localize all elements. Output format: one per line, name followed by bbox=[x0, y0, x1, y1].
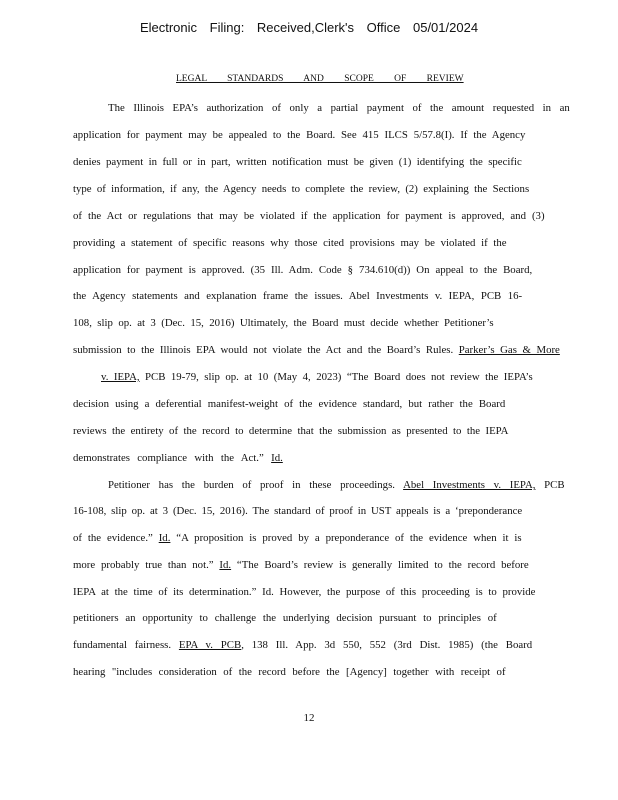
text-segment: PCB 19-79, slip op. at 10 (May 4, 2023) “The Board does not review the IEPA’s bbox=[139, 371, 533, 383]
text-line bbox=[73, 638, 532, 652]
text-line bbox=[73, 424, 508, 438]
text-segment: application for payment is approved. (35 Ill. Adm. Code § 734.610(d)) On appeal to the Board, bbox=[73, 264, 533, 276]
text-line bbox=[73, 397, 505, 411]
text-segment: of the evidence.” bbox=[73, 532, 159, 544]
text-segment: petitioners an opportunity to challenge the underlying decision pursuant to principles of bbox=[73, 612, 497, 624]
text-segment: “The Board’s review is generally limited to the record before bbox=[231, 559, 529, 571]
text-line bbox=[73, 155, 522, 169]
text-segment: 108, slip op. at 3 (Dec. 15, 2016) Ultimately, the Board must decide whether Petitioner’s bbox=[73, 317, 494, 329]
electronic-filing-header: Electronic Filing: Received,Clerk's Office 05/01/2024 bbox=[139, 20, 479, 35]
text-line bbox=[73, 611, 497, 625]
text-segment: , 138 Ill. App. 3d 550, 552 (3rd Dist. 1985) (the Board bbox=[241, 639, 533, 651]
text-line bbox=[73, 128, 525, 142]
text-line bbox=[73, 182, 529, 196]
text-segment: demonstrates compliance with the Act.” bbox=[73, 452, 272, 464]
text-line bbox=[73, 209, 545, 223]
text-segment: fundamental fairness. bbox=[73, 639, 179, 651]
text-segment: of the Act or regulations that may be violated if the application for payment is approved, and (3) bbox=[73, 210, 545, 222]
citation: v. IEPA, bbox=[101, 371, 140, 383]
text-line bbox=[108, 478, 565, 492]
text-segment: Petitioner has the burden of proof in these proceedings. bbox=[108, 479, 404, 491]
text-segment: “A proposition is proved by a preponderance of the evidence when it is bbox=[170, 532, 522, 544]
page-number: 12 bbox=[303, 712, 315, 724]
citation: Id. bbox=[219, 559, 232, 571]
text-segment: hearing "includes consideration of the record before the [Agency] together with receipt of bbox=[73, 666, 506, 678]
text-line bbox=[73, 316, 494, 330]
text-line bbox=[101, 370, 533, 384]
text-line bbox=[73, 343, 560, 357]
citation: Abel Investments v. IEPA, bbox=[403, 479, 536, 491]
text-segment: denies payment in full or in part, written notification must be given (1) identifying the specific bbox=[73, 156, 522, 168]
text-line bbox=[73, 504, 522, 518]
text-line bbox=[73, 451, 283, 465]
text-segment: the Agency statements and explanation frame the issues. Abel Investments v. IEPA, PCB 16- bbox=[73, 290, 523, 302]
text-segment: The Illinois EPA’s authorization of only a partial payment of the amount requested in an bbox=[108, 102, 570, 114]
text-line bbox=[108, 101, 570, 115]
citation: Parker’s Gas & More bbox=[458, 344, 560, 356]
text-line bbox=[73, 263, 532, 277]
text-segment: more probably true than not.” bbox=[73, 559, 220, 571]
text-segment: providing a statement of specific reasons why those cited provisions may be violated if the bbox=[73, 237, 507, 249]
text-segment: decision using a deferential manifest-weight of the evidence standard, but rather the Board bbox=[73, 398, 506, 410]
text-segment: PCB bbox=[535, 479, 565, 491]
text-segment: 16-108, slip op. at 3 (Dec. 15, 2016). The standard of proof in UST appeals is a ‘preponderance bbox=[73, 505, 523, 517]
citation: Id. bbox=[158, 532, 171, 544]
text-line bbox=[73, 289, 522, 303]
section-heading: LEGAL STANDARDS AND SCOPE OF REVIEW bbox=[176, 74, 464, 84]
text-segment: submission to the Illinois EPA would not violate the Act and the Board’s Rules. bbox=[73, 344, 459, 356]
text-segment: reviews the entirety of the record to determine that the submission as presented to the IEPA bbox=[73, 425, 509, 437]
text-line bbox=[73, 531, 522, 545]
text-line bbox=[73, 236, 507, 250]
citation: Id. bbox=[271, 452, 283, 464]
text-segment: type of information, if any, the Agency needs to complete the review, (2) explaining the Sections bbox=[73, 183, 530, 195]
text-line bbox=[73, 558, 529, 572]
citation: EPA v. PCB bbox=[178, 639, 242, 651]
text-segment: IEPA at the time of its determination.” Id. However, the purpose of this proceeding is to provide bbox=[73, 586, 536, 598]
text-segment: application for payment may be appealed to the Board. See 415 ILCS 5/57.8(I). If the Agency bbox=[73, 129, 526, 141]
text-line bbox=[73, 665, 506, 679]
text-line bbox=[73, 585, 535, 599]
